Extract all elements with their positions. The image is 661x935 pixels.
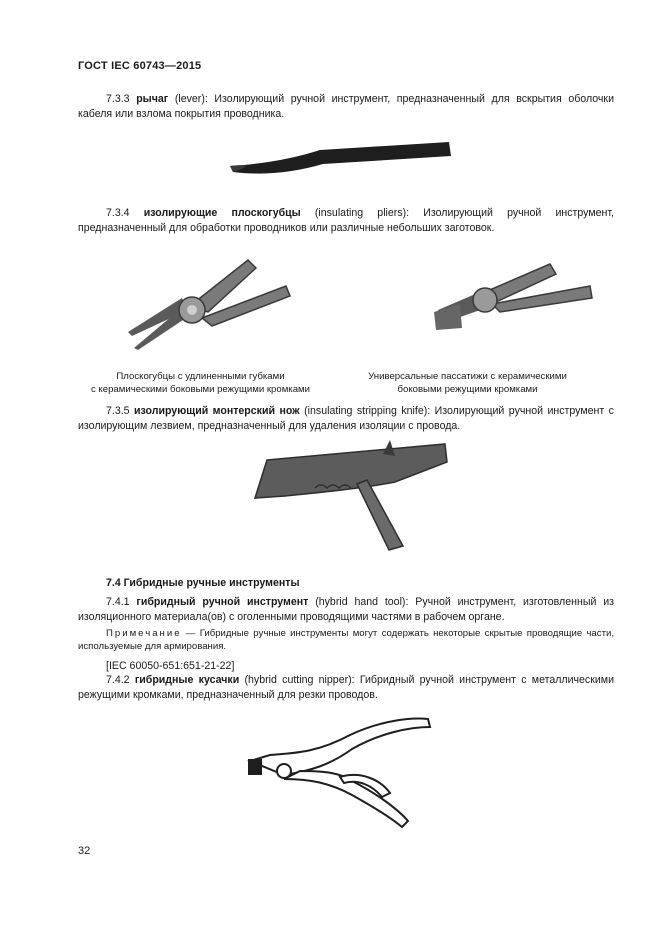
note-label: Примечание	[106, 628, 182, 639]
reference: [IEC 60050-651:651-21-22]	[106, 660, 235, 672]
term: изолирующий монтерский нож	[134, 405, 300, 417]
definition: : Изолирующий ручной инструмент, предназначенный для вскрытия оболочки кабеля или взлома покрытия проводника.	[78, 93, 614, 120]
term-english: (hybrid cutting nipper)	[244, 674, 352, 686]
figure-caption-right	[350, 371, 585, 396]
term-english: (lever)	[174, 93, 205, 105]
figure-caption-left	[78, 371, 323, 396]
long-nose-pliers-illustration	[120, 248, 300, 353]
term: гибридные кусачки	[134, 674, 240, 686]
page-number: 32	[78, 845, 91, 857]
section-number: 7.3.3	[106, 93, 130, 105]
section-7-3-3	[78, 92, 614, 122]
cutting-nipper-illustration	[240, 713, 440, 833]
section-heading-7-4: 7.4 Гибридные ручные инструменты	[106, 577, 300, 589]
note-text: — Гибридные ручные инструменты могут содержать некоторые скрытые проводящие части, используемые для армирования.	[78, 628, 614, 652]
section-number: 7.3.5	[106, 405, 130, 417]
definition: : Гибридный ручной инструмент с металлическими режущими кромками, предназначенный для резки проводов.	[78, 674, 614, 701]
term: рычаг	[136, 93, 169, 105]
lever-illustration	[225, 138, 455, 183]
combination-pliers-illustration	[430, 252, 610, 337]
term-english: (insulating stripping knife)	[304, 405, 428, 417]
note	[78, 627, 614, 653]
section-7-3-5	[78, 404, 614, 434]
definition: : Изолирующий ручной инструмент с изолирующим лезвием, предназначенный для удаления изоляции с провода.	[78, 405, 614, 432]
term: гибридный ручной инструмент	[136, 596, 309, 608]
caption-line: Универсальные пассатижи с керамическими	[368, 371, 567, 382]
term-english: (insulating pliers)	[314, 207, 407, 219]
section-number: 7.4.1	[106, 596, 130, 608]
document-header: ГОСТ IEC 60743—2015	[78, 60, 202, 72]
term: изолирующие плоскогубцы	[143, 207, 301, 219]
section-7-3-4	[78, 206, 614, 236]
caption-line: с керамическими боковыми режущими кромками	[90, 383, 311, 395]
section-number: 7.3.4	[106, 207, 130, 219]
section-7-4-1	[78, 595, 614, 625]
term-english: (hybrid hand tool)	[315, 596, 406, 608]
definition: : Изолирующий ручной инструмент, предназначенный для обработки проводников или различные небольших заготовок.	[78, 207, 614, 234]
section-number: 7.4.2	[106, 674, 130, 686]
definition: : Ручной инструмент, изготовленный из изоляционного материала(ов) с оголенными проводящими частями в рабочем органе.	[78, 596, 614, 623]
stripping-knife-illustration	[245, 440, 455, 555]
section-7-4-2	[78, 673, 614, 703]
caption-line: боковыми режущими кромками	[397, 383, 538, 395]
caption-line: Плоскогубцы с удлиненными губками	[116, 371, 285, 382]
